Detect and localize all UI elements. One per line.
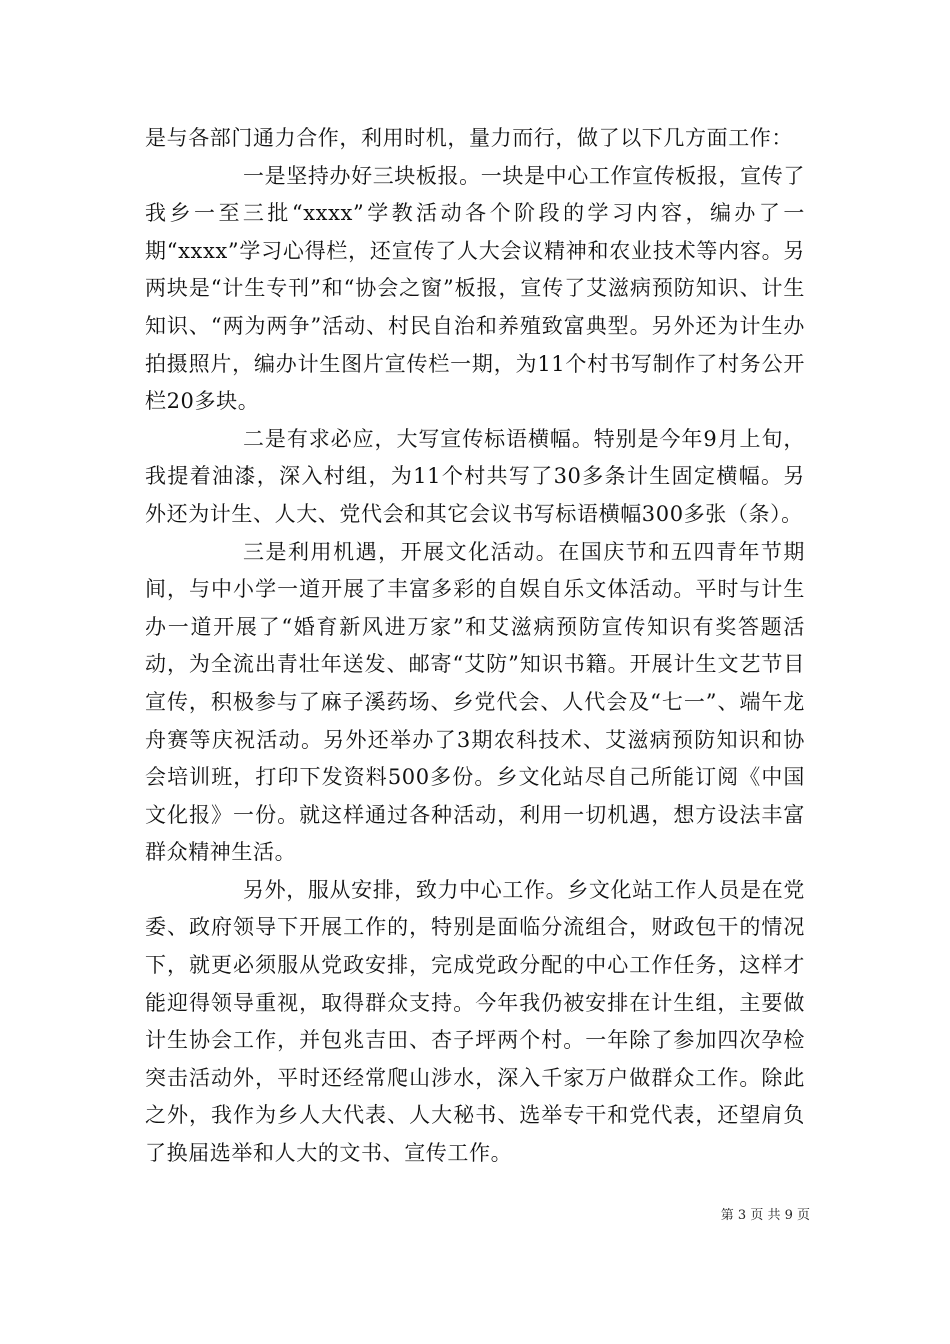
paragraph-banners: 二是有求必应，大写宣传标语横幅。特别是今年9月上旬，我提着油漆，深入村组，为11个村共写了30多条计生固定横幅。另外还为计生、人大、党代会和其它会议书写标语横幅300多张（条）。 (145, 426, 805, 526)
paragraph-cultural-activities: 三是利用机遇，开展文化活动。在国庆节和五四青年节期间，与中小学一道开展了丰富多彩的自娱自乐文体活动。平时与计生办一道开展了“婚育新风进万家”和艾滋病预防宣传知识有奖答题活动，为全流出青壮年送发、邮寄“艾防”知识书籍。开展计生文艺节目宣传，积极参与了麻子溪药场、乡党代会、人代会及“七一”、端午龙舟赛等庆祝活动。另外还举办了3期农科技术、艾滋病预防知识和协会培训班，打印下发资料500多份。乡文化站尽自己所能订阅《中国文化报》一份。就这样通过各种活动，利用一切机遇，想方设法丰富群众精神生活。 (145, 539, 805, 865)
document-body (145, 120, 805, 1173)
paragraph-blackboards: 一是坚持办好三块板报。一块是中心工作宣传板报，宣传了我乡一至三批“xxxx”学教活动各个阶段的学习内容，编办了一期“xxxx”学习心得栏，还宣传了人大会议精神和农业技术等内容。另两块是“计生专刊”和“协会之窗”板报，宣传了艾滋病预防知识、计生知识、“两为两争”活动、村民自治和养殖致富典型。另外还为计生办拍摄照片，编办计生图片宣传栏一期，为11个村书写制作了村务公开栏20多块。 (145, 163, 805, 414)
paragraph-continuation: 是与各部门通力合作，利用时机，量力而行，做了以下几方面工作： (145, 126, 793, 150)
page-number: 第 3 页 共 9 页 (720, 1208, 810, 1223)
paragraph-central-work: 另外，服从安排，致力中心工作。乡文化站工作人员是在党委、政府领导下开展工作的，特别是面临分流组合，财政包干的情况下，就更必须服从党政安排，完成党政分配的中心工作任务，这样才能迎得领导重视，取得群众支持。今年我仍被安排在计生组，主要做计生协会工作，并包兆吉田、杏子坪两个村。一年除了参加四次孕检突击活动外，平时还经常爬山涉水，深入千家万户做群众工作。除此之外，我作为乡人大代表、人大秘书、选举专干和党代表，还望肩负了换届选举和人大的文书、宣传工作。 (145, 877, 805, 1166)
